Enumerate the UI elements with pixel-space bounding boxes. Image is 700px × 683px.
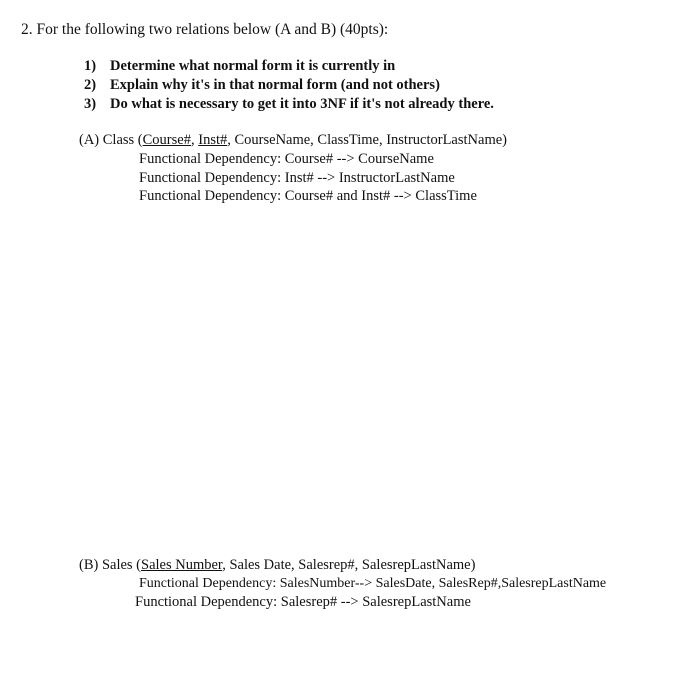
task-text: Do what is necessary to get it into 3NF if it's not already there. — [110, 96, 494, 112]
relation-a-separator: , — [190, 132, 199, 148]
task-text: Determine what normal form it is currently in — [110, 58, 396, 74]
relation-a-schema — [79, 133, 507, 148]
relation-b-prefix: (B) Sales ( — [79, 557, 142, 573]
relation-b-key-sales-number: Sales Number — [141, 557, 223, 573]
relation-a-prefix: (A) Class ( — [79, 132, 143, 148]
relation-a-key-inst: Inst# — [198, 132, 228, 148]
relation-a-fd-3: Functional Dependency: Course# and Inst# --> ClassTime — [139, 188, 477, 204]
task-text: Explain why it's in that normal form (and not others) — [110, 77, 440, 93]
task-item — [84, 97, 494, 112]
relation-b-attributes: , Sales Date, Salesrep#, SalesrepLastName) — [222, 557, 476, 573]
task-number: 2) — [84, 77, 97, 93]
relation-a-attributes: , CourseName, ClassTime, InstructorLastName) — [227, 132, 507, 148]
task-number: 1) — [84, 58, 97, 74]
task-item — [84, 78, 440, 93]
relation-a-fd-1: Functional Dependency: Course# --> CourseName — [139, 151, 434, 167]
task-number: 3) — [84, 96, 97, 112]
relation-b-fd-1: Functional Dependency: SalesNumber--> SalesDate, SalesRep#,SalesrepLastName — [139, 576, 607, 591]
task-item — [84, 59, 395, 74]
relation-b-schema — [79, 558, 475, 573]
relation-a-fd-2: Functional Dependency: Inst# --> InstructorLastName — [139, 170, 455, 186]
question-title: 2. For the following two relations below (A and B) (40pts): — [21, 21, 389, 38]
relation-b-fd-2: Functional Dependency: Salesrep# --> SalesrepLastName — [135, 594, 471, 610]
relation-a-key-course: Course# — [142, 132, 191, 148]
